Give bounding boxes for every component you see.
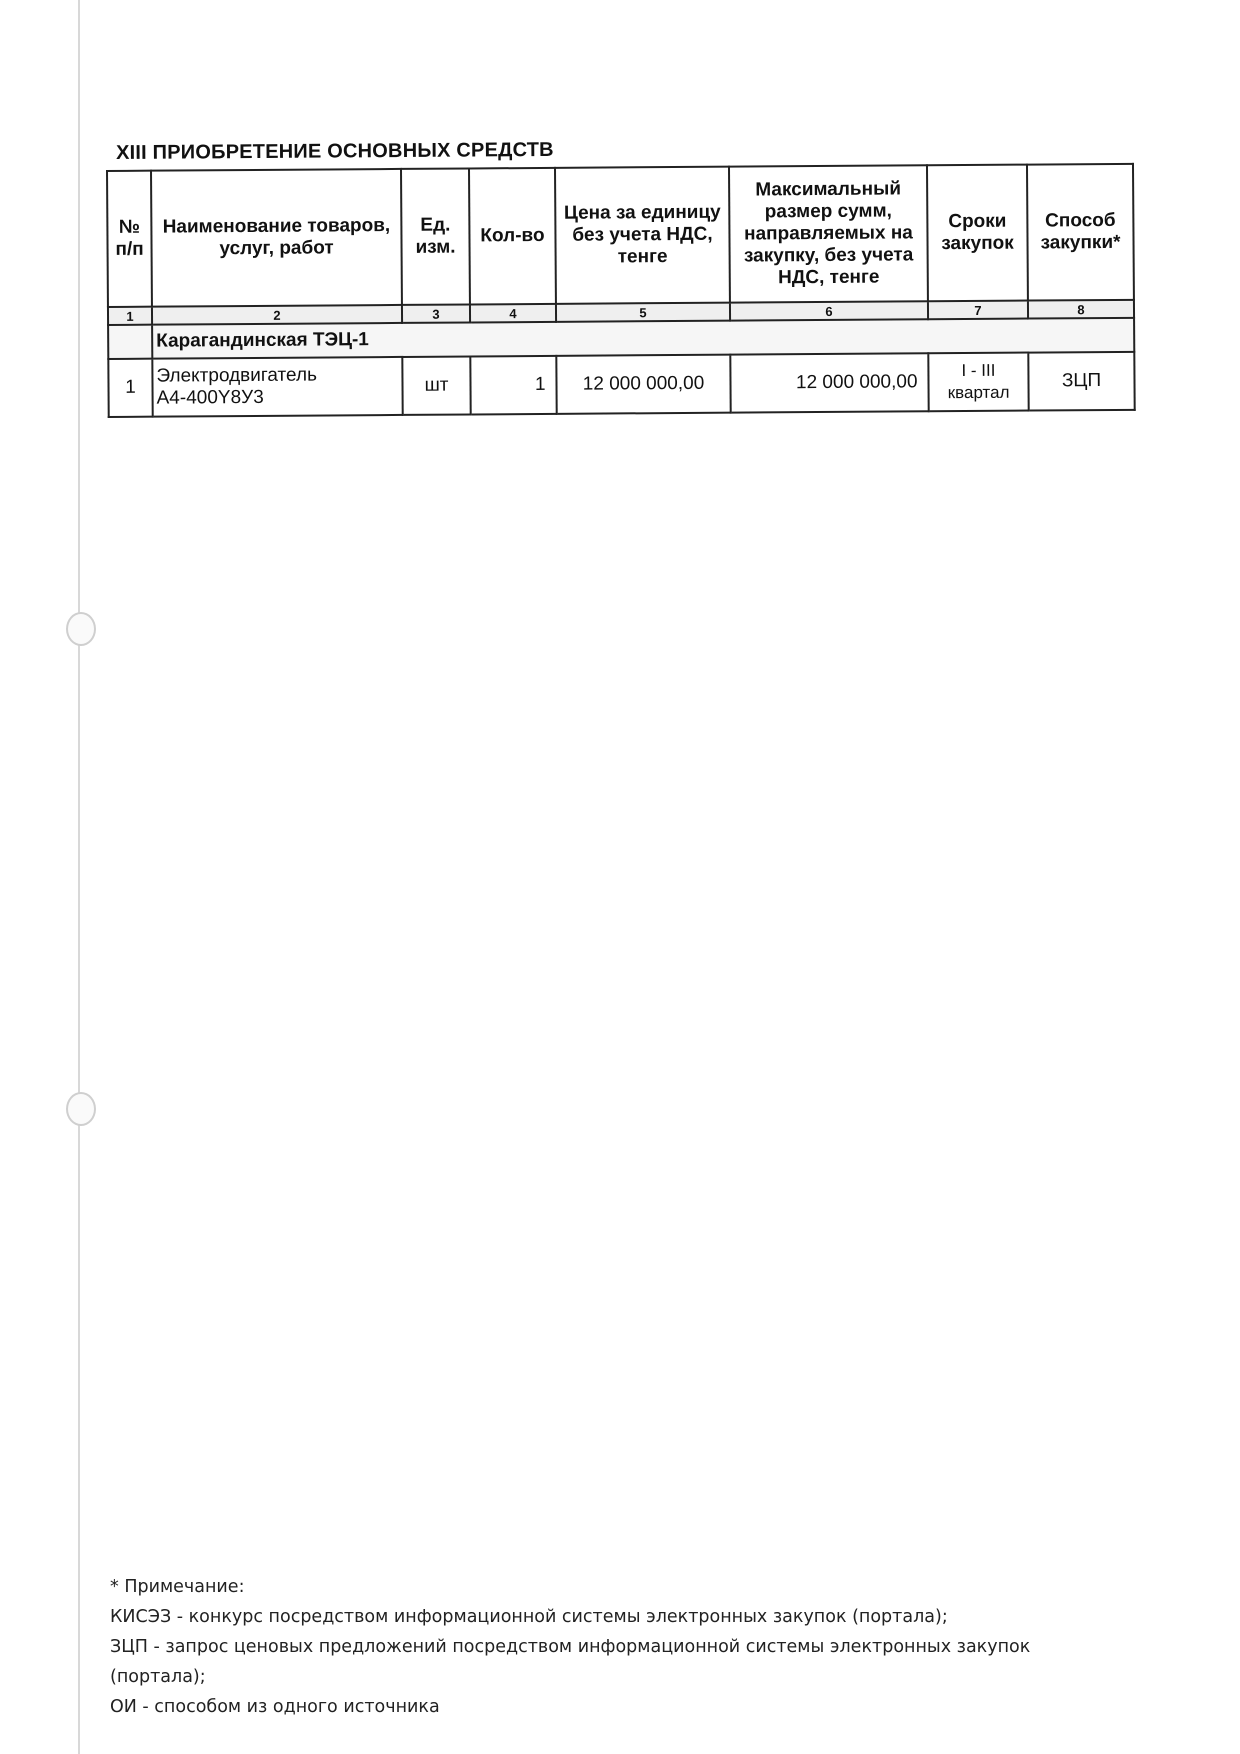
table-row xyxy=(108,352,1134,417)
row-term-line1: I - III xyxy=(961,360,996,381)
procurement-table xyxy=(106,163,1136,418)
notes-title: * Примечание: xyxy=(110,1577,245,1597)
row-name-line2: А4-400Y8У3 xyxy=(156,386,264,409)
header-unit: Ед. изм. xyxy=(401,168,470,304)
row-max-sum: 12 000 000,00 xyxy=(730,353,928,412)
row-term-line2: квартал xyxy=(947,382,1010,403)
column-number: 8 xyxy=(1028,300,1134,319)
header-name: Наименование товаров, услуг, работ xyxy=(151,169,402,307)
notes-block xyxy=(110,1572,1120,1722)
row-price: 12 000 000,00 xyxy=(556,355,730,414)
header-row xyxy=(107,164,1134,307)
row-name xyxy=(152,357,402,417)
row-term xyxy=(928,353,1028,412)
row-method: ЗЦП xyxy=(1028,352,1134,411)
column-number: 2 xyxy=(152,305,402,325)
column-number: 5 xyxy=(556,303,730,322)
header-max-sum: Максимальный размер сумм, направляемых на закупку, без учета НДС, тенге xyxy=(729,165,928,302)
binder-hole xyxy=(66,1092,96,1126)
header-price: Цена за единицу без учета НДС, тенге xyxy=(555,167,730,304)
group-name: Карагандинская ТЭЦ-1 xyxy=(152,318,1134,359)
column-number: 6 xyxy=(730,301,928,320)
header-method: Способ закупки* xyxy=(1027,164,1134,301)
section-title: XIII ПРИОБРЕТЕНИЕ ОСНОВНЫХ СРЕДСТВ xyxy=(116,138,554,164)
header-num: № п/п xyxy=(107,171,152,307)
row-name-line1: Электродвигатель xyxy=(156,364,318,387)
row-unit: шт xyxy=(402,356,470,414)
header-term: Сроки закупок xyxy=(927,165,1028,302)
binder-hole xyxy=(66,612,96,646)
note-line: ЗЦП - запрос ценовых предложений посредством информационной системы электронных закупок (портала); xyxy=(110,1637,1031,1687)
column-number: 3 xyxy=(402,304,470,322)
column-number: 7 xyxy=(928,301,1028,320)
note-line: КИСЭЗ - конкурс посредством информационной системы электронных закупок (портала); xyxy=(110,1607,948,1627)
row-num: 1 xyxy=(108,359,152,417)
column-number: 1 xyxy=(108,307,152,325)
page-edge-line xyxy=(78,0,80,1754)
note-line: ОИ - способом из одного источника xyxy=(110,1697,440,1717)
column-number: 4 xyxy=(470,304,556,323)
group-empty-cell xyxy=(108,325,152,359)
header-qty: Кол-во xyxy=(469,168,556,305)
row-qty: 1 xyxy=(470,356,556,415)
